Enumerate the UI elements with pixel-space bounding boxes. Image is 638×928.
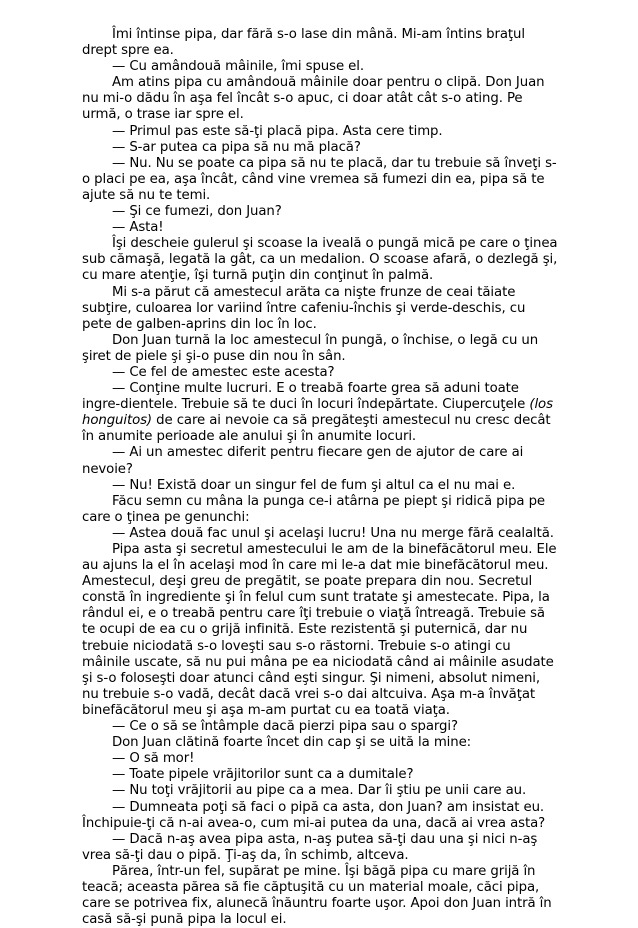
paragraph: — Ce o să se întâmple dacă pierzi pipa sau o spargi? xyxy=(112,719,458,735)
paragraph: Îmi întinse pipa, dar fără s-o lase din mână. Mi-am întins braţul drept spre ea. xyxy=(82,27,525,59)
paragraph: — Primul pas este să-ţi placă pipa. Asta cere timp. xyxy=(112,123,443,139)
paragraph: — Ce fel de amestec este acesta? xyxy=(112,364,335,380)
paragraph: — Ai un amestec diferit pentru fiecare gen de ajutor de care ai nevoie? xyxy=(82,445,524,477)
paragraph: — Şi ce fumezi, don Juan? xyxy=(112,204,282,220)
paragraph: — Toate pipele vrăjitorilor sunt ca a dumitale? xyxy=(112,767,414,783)
paragraph: — O să mor! xyxy=(112,751,195,767)
paragraph: Am atins pipa cu amândouă mâinile doar pentru o clipă. Don Juan nu mi-o dădu în aşa fel încât s-o apuc, ci doar atât cât s-o ating. Pe urmă, o trase iar spre el. xyxy=(82,75,545,123)
paragraph: Îşi descheie gulerul şi scoase la iveală o pungă mică pe care o ţinea sub cămaşă, legată la gât, ca un medalion. O scoase afară, o dezlegă şi, cu mare atenţie, îşi turnă puţin din conţinut în palmă. xyxy=(82,236,558,284)
paragraph: — Nu! Există doar un singur fel de fum şi altul ca el nu mai e. xyxy=(112,477,516,493)
document-page xyxy=(82,27,558,928)
paragraph: — Cu amândouă mâinile, îmi spuse el. xyxy=(112,59,364,75)
paragraph: Făcu semn cu mâna la punga ce-i atârna pe piept şi ridică pipa pe care o ţinea pe genunchi: xyxy=(82,493,546,525)
paragraph: Don Juan turnă la loc amestecul în pungă, o închise, o legă cu un şiret de piele şi şi-o puse din nou în sân. xyxy=(82,332,539,364)
paragraph: — S-ar putea ca pipa să nu mă placă? xyxy=(112,139,361,155)
italic-term: (los honguitos) xyxy=(82,397,553,429)
paragraph: Părea, într-un fel, supărat pe mine. Îşi băgă pipa cu mare grijă în teacă; aceasta părea să fie căptuşită cu un material moale, căci pipa, care se potrivea fix, alunecă înăuntru foarte uşor. Apoi don Juan intră în casă să-şi pună pipa la locul ei. xyxy=(82,863,552,928)
paragraph-text: — Conţine multe lucruri. E o treabă foarte grea să aduni toate ingre-dientele. Trebuie să te duci în locuri îndepărtate. Ciupercuţele xyxy=(82,381,530,413)
paragraph: — Dumneata poţi să faci o pipă ca asta, don Juan? am insistat eu. Închipuie-ţi că n-ai avea-o, cum mi-ai putea da una, dacă ai vrea asta? xyxy=(82,799,546,831)
paragraph: Don Juan clătină foarte încet din cap şi se uită la mine: xyxy=(112,735,472,751)
paragraph: — Astea două fac unul şi acelaşi lucru! Una nu merge fără cealaltă. xyxy=(112,525,554,541)
paragraph: — Nu toţi vrăjitorii au pipe ca a mea. Dar îi ştiu pe unii care au. xyxy=(112,783,527,799)
paragraph xyxy=(82,381,558,445)
paragraph: Mi s-a părut că amestecul arăta ca nişte frunze de ceai tăiate subţire, culoarea lor variind între cafeniu-închis şi verde-deschis, cu pete de galben-aprins din loc în loc. xyxy=(82,284,526,332)
paragraph: — Nu. Nu se poate ca pipa să nu te placă, dar tu trebuie să înveţi s-o placi pe ea, aşa încât, când vine vremea să fumezi din ea, pipa să te ajute să nu te temi. xyxy=(82,155,557,203)
paragraph: — Asta! xyxy=(112,220,164,236)
paragraph: Pipa asta şi secretul amestecului le am de la binefăcătorul meu. Ele au ajuns la el în acelaşi mod în care mi le-a dat mie binefăcătorul meu. Amestecul, deşi greu de pregătit, se poate prepara din nou. Secretul constă în ingrediente şi în felul cum sunt tratate şi amestecate. Pipa, la rândul ei, e o treabă pentru care îţi trebuie o viaţă întreagă. Trebuie să te ocupi de ea cu o grijă infinită. Este rezistentă şi puternică, dar nu trebuie niciodată s-o loveşti sau s-o răstorni. Trebuie s-o atingi cu mâinile uscate, să nu pui mâna pe ea niciodată când ai mâinile asudate şi s-o foloseşti doar atunci când eşti singur. Şi nimeni, absolut nimeni, nu trebuie s-o vadă, decât dacă vrei s-o dai altcuiva. Aşa m-a învăţat binefăcătorul meu şi aşa m-am purtat cu ea toată viaţa. xyxy=(82,542,557,718)
paragraph-text: de care ai nevoie ca să pregăteşti amestecul nu cresc decât în anumite perioade ale anului şi în anumite locuri. xyxy=(82,413,551,445)
paragraph: — Dacă n-aş avea pipa asta, n-aş putea să-ţi dau una şi nici n-aş vrea să-ţi dau o pipă. Ţi-aş da, în schimb, altceva. xyxy=(82,831,538,863)
